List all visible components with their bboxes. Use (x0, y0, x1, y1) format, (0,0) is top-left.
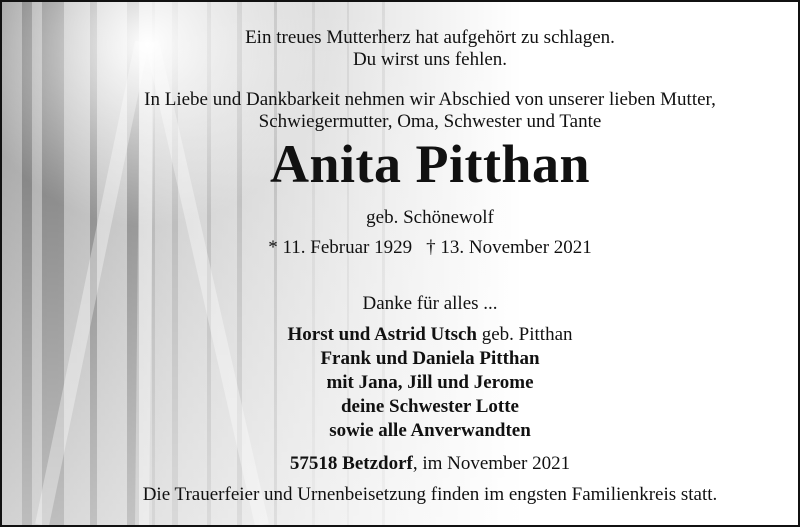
mourner-names: Horst und Astrid Utsch (287, 324, 477, 345)
place-date (62, 453, 798, 475)
farewell-line-1: In Liebe und Dankbarkeit nehmen wir Abschied von unserer lieben Mutter, (144, 89, 716, 110)
birth-date: * 11. Februar 1929 (268, 237, 413, 258)
life-dates (62, 237, 798, 259)
thanks-line: Danke für alles ... (362, 293, 498, 314)
mourner-row-4: deine Schwester Lotte (340, 396, 519, 417)
mourner-birth-name: geb. Pitthan (476, 324, 573, 345)
deceased-name: Anita Pitthan (269, 134, 591, 194)
birth-name: geb. Schönewolf (366, 207, 494, 228)
mourner-row-3: mit Jana, Jill und Jerome (326, 372, 534, 393)
farewell-line-2: Schwiegermutter, Oma, Schwester und Tante (258, 111, 602, 132)
death-date: † 13. November 2021 (426, 237, 592, 258)
place-name: 57518 Betzdorf (289, 453, 413, 474)
intro-line-1: Ein treues Mutterherz hat aufgehört zu schlagen. (245, 27, 615, 48)
place-month: , im November 2021 (412, 453, 571, 474)
intro-line-2: Du wirst uns fehlen. (352, 49, 508, 70)
mourner-row-5: sowie alle Anverwandten (329, 420, 531, 441)
funeral-notice: Die Trauerfeier und Urnenbeisetzung finden im engsten Familienkreis statt. (142, 484, 718, 505)
misty-forest-image (2, 2, 522, 525)
mourner-row-1 (62, 324, 798, 346)
mourner-row-2: Frank und Daniela Pitthan (320, 348, 540, 369)
